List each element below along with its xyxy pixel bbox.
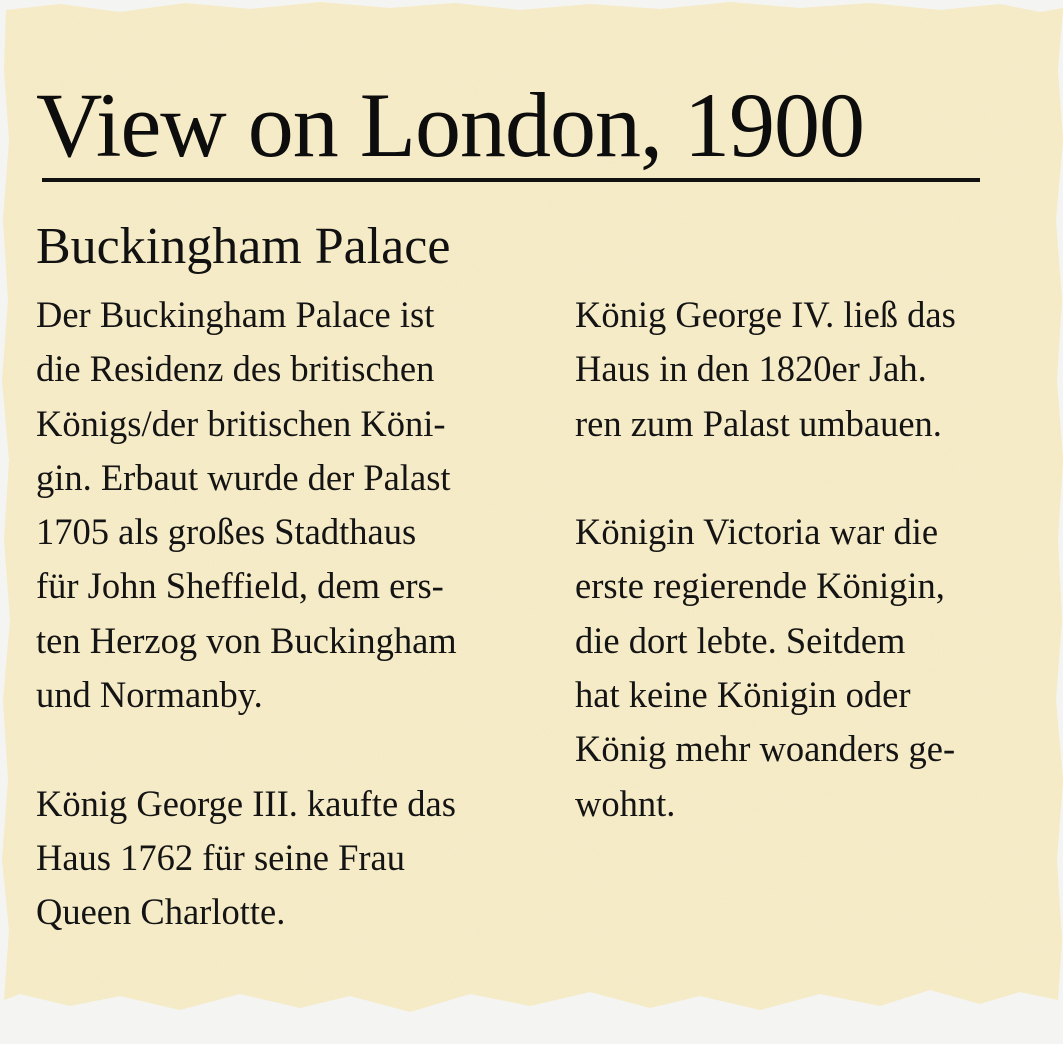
left-column: [36, 288, 566, 940]
text-line: Königs/der britischen Köni-: [36, 402, 446, 444]
text-line: erste regierende Königin,: [575, 565, 945, 607]
paragraph-gap: [36, 722, 566, 776]
text-line: wohnt.: [575, 782, 676, 824]
text-line: gin. Erbaut wurde der Palast: [36, 456, 451, 498]
text-line: und Normanby.: [36, 674, 263, 716]
text-line: Queen Charlotte.: [36, 891, 286, 933]
text-line: die dort lebte. Seitdem: [575, 619, 906, 661]
text-line: ren zum Palast umbauen.: [575, 402, 942, 444]
right-column: [575, 288, 1055, 831]
left-paragraph-2: [36, 777, 566, 940]
text-line: für John Sheffield, dem ers-: [36, 565, 444, 607]
text-line: Königin Victoria war die: [575, 511, 939, 553]
text-line: König George IV. ließ das: [575, 294, 956, 335]
right-paragraph-1: [575, 288, 1055, 451]
right-paragraph-2: [575, 505, 1055, 831]
text-line: hat keine Königin oder: [575, 674, 911, 716]
text-line: König George III. kaufte das: [36, 782, 456, 824]
text-line: 1705 als großes Stadthaus: [36, 511, 417, 553]
title-underline: [42, 178, 980, 182]
text-line: Haus in den 1820er Jah.: [575, 348, 927, 390]
text-line: König mehr woanders ge-: [575, 728, 956, 770]
text-line: ten Herzog von Buckingham: [36, 619, 457, 661]
left-paragraph-1: [36, 288, 566, 722]
text-line: Haus 1762 für seine Frau: [36, 836, 405, 878]
page-title: View on London, 1900: [36, 74, 864, 176]
text-line: die Residenz des britischen: [36, 348, 435, 390]
section-heading: Buckingham Palace: [36, 218, 451, 275]
paragraph-gap: [575, 451, 1055, 505]
text-line: Der Buckingham Palace ist: [36, 294, 435, 335]
